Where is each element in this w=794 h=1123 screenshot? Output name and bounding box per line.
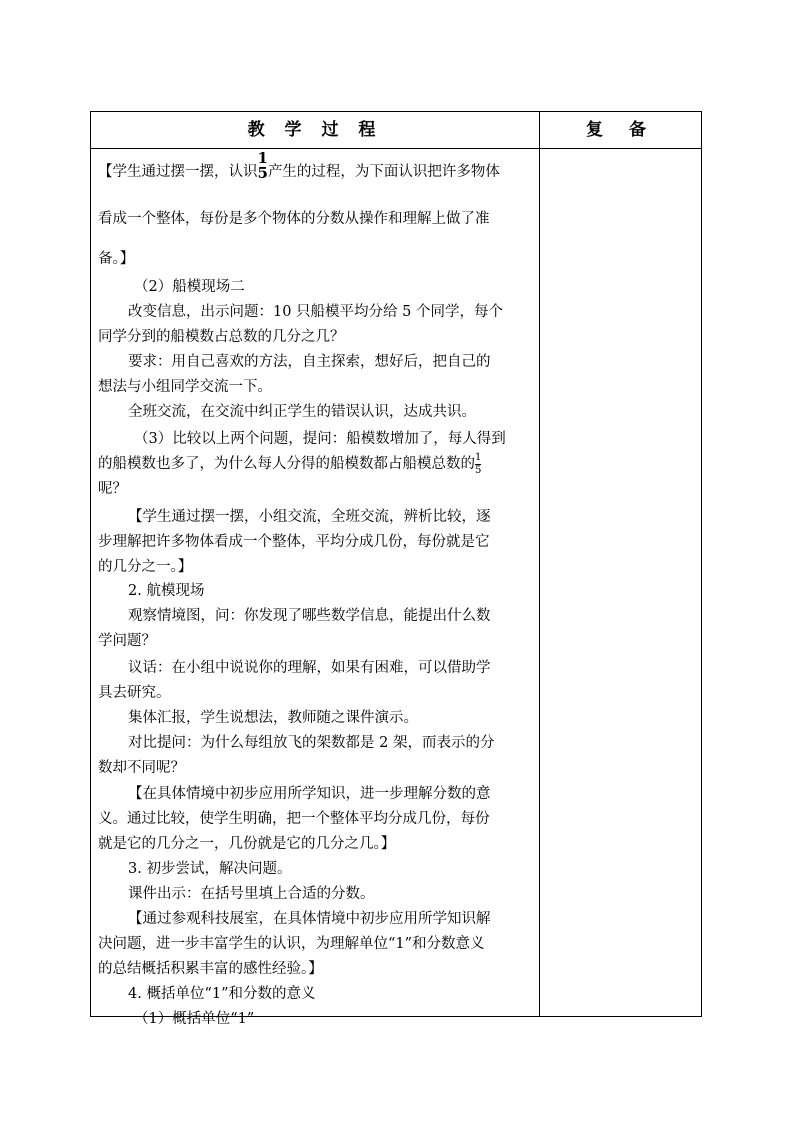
text-line: 对比提问：为什么每组放飞的架数都是 2 架，而表示的分	[128, 735, 495, 751]
text-line: 集体汇报，学生说想法，教师随之课件演示。	[128, 710, 418, 726]
section-heading: （1）概括单位“1”	[134, 1011, 255, 1027]
text-line: 步理解把许多物体看成一个整体，平均分成几份，每份就是它	[98, 534, 490, 550]
fraction-one-fifth-small: $\frac{1}{5}$	[475, 451, 482, 476]
text-line: （3）比较以上两个问题，提问：船模数增加了，每人得到	[134, 431, 506, 447]
text-line: 具去研究。	[98, 685, 171, 701]
text-line: 备。】	[98, 251, 135, 267]
text-line: 的船模数也多了，为什么每人分得的船模数都占船模总数的 $\frac{1}{5}$	[98, 451, 482, 476]
text-line: 的几分之一。】	[98, 559, 193, 575]
section-heading: （2）船模现场二	[134, 279, 245, 295]
text-line: 学问题？	[98, 633, 156, 649]
text-line: 想法与小组同学交流一下。	[98, 379, 272, 395]
text-line: 决问题，进一步丰富学生的认识，为理解单位“1”和分数意义	[98, 936, 485, 952]
text-line: 【学生通过摆一摆，小组交流，全班交流，辨析比较，逐	[128, 509, 491, 525]
text-line: 【通过参观科技展室，在具体情境中初步应用所学知识解	[128, 911, 491, 927]
fraction-one-fifth: 1 5	[257, 149, 268, 182]
text-line: 就是它的几分之一，几份就是它的几分之几。】	[98, 836, 396, 852]
text-line: 课件出示：在括号里填上合适的分数。	[128, 886, 375, 902]
section-heading: 3. 初步尝试，解决问题。	[128, 861, 292, 877]
header-teaching-process: 教 学 过 程	[247, 120, 383, 140]
text-line: 看成一个整体，每份是多个物体的分数从操作和理解上做了准	[98, 211, 490, 227]
text-line: 议话：在小组中说说你的理解，如果有困难，可以借助学	[128, 660, 491, 676]
text-line: 全班交流，在交流中纠正学生的错误认识，达成共识。	[128, 404, 476, 420]
text-line: 同学分到的船模数占总数的几分之几？	[98, 329, 345, 345]
lesson-table	[90, 111, 702, 1027]
text-line: 【学生通过摆一摆，认识 1 5 产生的过程，为下面认识把许多物体	[98, 149, 500, 182]
header-divider	[91, 148, 701, 149]
text-line: 的总结概括积累丰富的感性经验。】	[98, 961, 323, 977]
text-line: 【在具体情境中初步应用所学知识，进一步理解分数的意	[128, 786, 491, 802]
text-line: 义。通过比较，使学生明确，把一个整体平均分成几份，每份	[98, 811, 490, 827]
text-line: 数却不同呢？	[98, 760, 185, 776]
text-line: 改变信息，出示问题：10 只船模平均分给 5 个同学，每个	[128, 304, 504, 320]
text-line: 呢？	[98, 481, 127, 497]
header-review-prep: 复 备	[586, 120, 656, 140]
text-line: 要求：用自己喜欢的方法，自主探索，想好后，把自己的	[128, 354, 491, 370]
section-heading: 4. 概括单位“1”和分数的意义	[128, 986, 316, 1002]
section-heading: 2. 航模现场	[128, 583, 205, 599]
column-divider	[539, 112, 540, 1016]
text-line: 观察情境图，问：你发现了哪些数学信息，能提出什么数	[128, 608, 491, 624]
